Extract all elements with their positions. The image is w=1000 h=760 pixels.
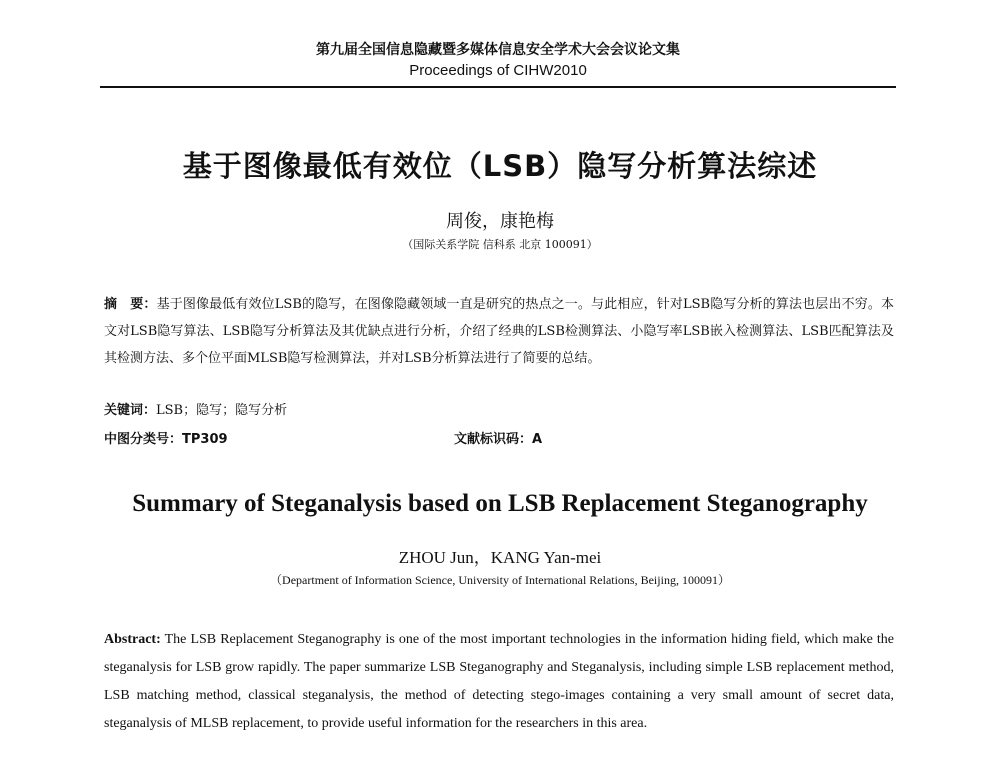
keywords-cn	[104, 399, 287, 418]
abstract-cn-text: 基于图像最低有效位LSB的隐写，在图像隐藏领域一直是研究的热点之一。与此相应，针对LSB隐写分析的算法也层出不穷。本文对LSB隐写算法、LSB隐写分析算法及其优缺点进行分析，介绍了经典的LSB检测算法、小隐写率LSB嵌入检测算法、LSB匹配算法及其检测方法、多个位平面MLSB隐写检测算法，并对LSB分析算法进行了简要的总结。	[104, 297, 894, 366]
running-header	[100, 40, 896, 88]
abstract-en	[104, 626, 894, 738]
abstract-en-text: The LSB Replacement Steganography is one of the most important technologies in the information hiding field, which make the steganalysis for LSB grow rapidly. The paper summarize LSB Steganography and Steganalysis, including simple LSB replacement method, LSB matching method, classical steganalysis, the method of detecting stego-images containing a very small amount of secret data, steganalysis of MLSB replacement, to provide useful information for the researchers in this area.	[104, 632, 894, 731]
classification-value: TP309	[182, 432, 228, 447]
document-code-label: 文献标识码：	[454, 432, 533, 447]
abstract-cn	[104, 291, 894, 372]
document-code-value: A	[532, 432, 543, 447]
authors-cn: 周俊，康艳梅	[446, 211, 554, 232]
authors-en: ZHOU Jun，KANG Yan-mei	[398, 548, 602, 567]
document-code	[454, 428, 542, 447]
conference-title-en: Proceedings of CIHW2010	[409, 62, 587, 79]
abstract-cn-label: 摘 要：	[104, 297, 157, 312]
affiliation-en: （Department of Information Science, University of International Relations, Beijing, 100091）	[270, 573, 730, 587]
conference-title-cn: 第九届全国信息隐藏暨多媒体信息安全学术大会会议论文集	[316, 42, 680, 58]
paper-title-en: Summary of Steganalysis based on LSB Replacement Steganography	[132, 490, 868, 517]
keywords-text: LSB；隐写；隐写分析	[156, 403, 288, 418]
affiliation-cn: （国际关系学院 信科系 北京 100091）	[402, 238, 598, 251]
paper-title-cn: 基于图像最低有效位（LSB）隐写分析算法综述	[182, 149, 818, 183]
classification-line	[104, 428, 894, 447]
abstract-en-label: Abstract:	[104, 632, 161, 647]
classification-label: 中图分类号：	[104, 432, 183, 447]
keywords-label: 关键词：	[104, 403, 157, 418]
